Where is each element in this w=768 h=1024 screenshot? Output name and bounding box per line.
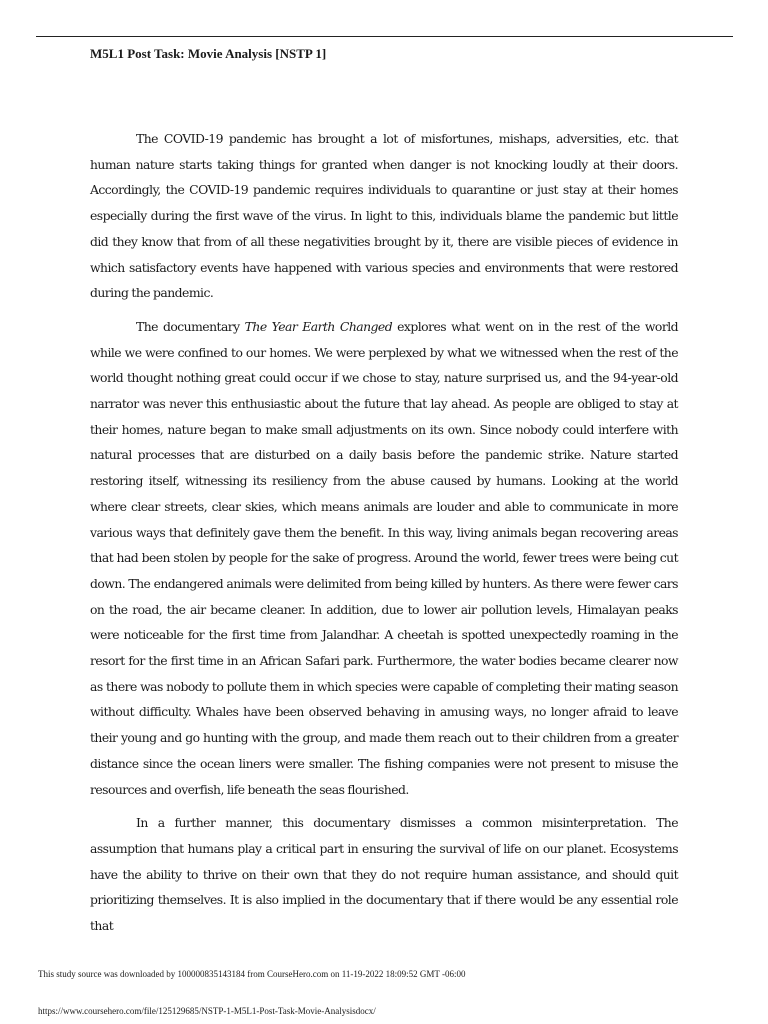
- paragraph-documentary-text: explores what went on in the rest of the world while we were confined to our homes. We were perplexed by what we witnessed when the rest of the world thought nothing great could occur if we chose to stay, nature surprised us, and the 94-year-old narrator was never this enthusiastic about the future that lay ahead. As people are obliged to stay at their homes, nature began to make small adjustments on its own. Since nobody could interfere with natural processes that are disturbed on a daily basis before the pandemic strike. Nature started restoring itself, witnessing its resiliency from the abuse caused by humans. Looking at the world where clear streets, clear skies, which means animals are louder and able to communicate in more various ways that definitely gave them the benefit. In this way, living animals began recovering areas that had been stolen by people for the sake of progress. Around the world, fewer trees were being cut down. The endangered animals were delimited from being killed by hunters. As there were fewer cars on the road, the air became cleaner. In addition, due to lower air pollution levels, Himalayan peaks were noticeable for the first time from Jalandhar. A cheetah is spotted unexpectedly roaming in the resort for the first time in an African Safari park. Furthermore, the water bodies became clearer now as there was nobody to pollute them in which species were capable of completing their mating season without difficulty. Whales have been observed behaving in amusing ways, no longer afraid to leave their young and go hunting with the group, and made them reach out to their children from a greater distance since the ocean liners were smaller. The fishing companies were not present to misuse the resources and overfish, life beneath the seas flourished.: [90, 318, 678, 797]
- document-body: [90, 126, 678, 947]
- paragraph-documentary: [90, 314, 678, 802]
- paragraph-documentary-lead: The documentary: [136, 318, 245, 334]
- top-rule: [36, 36, 733, 37]
- paragraph-further-text: In a further manner, this documentary dismisses a common misinterpretation. The assumption that humans play a critical part in ensuring the survival of life on our planet. Ecosystems have the ability to thrive on their own that they do not require human assistance, and should quit prioritizing themselves. It is also implied in the documentary that if there would be any essential role that: [90, 815, 678, 934]
- document-title: M5L1 Post Task: Movie Analysis [NSTP 1]: [90, 46, 327, 61]
- source-url-link[interactable]: https://www.coursehero.com/file/125129685/NSTP-1-M5L1-Post-Task-Movie-Analysisdocx/: [38, 1006, 376, 1016]
- download-notice: This study source was downloaded by 100000835143184 from CourseHero.com on 11-19-2022 18:09:52 GMT -06:00: [38, 969, 466, 979]
- documentary-title: The Year Earth Changed: [244, 318, 393, 334]
- paragraph-intro-text: The COVID-19 pandemic has brought a lot of misfortunes, mishaps, adversities, etc. that human nature starts taking things for granted when danger is not knocking loudly at their doors. Accordingly, the COVID-19 pandemic requires individuals to quarantine or just stay at their homes especially during the first wave of the virus. In light to this, individuals blame the pandemic but little did they know that from of all these negativities brought by it, there are visible pieces of evidence in which satisfactory events have happened with various species and environments that were restored during the pandemic.: [90, 131, 678, 301]
- paragraph-further: [90, 810, 678, 939]
- paragraph-intro: [90, 126, 678, 306]
